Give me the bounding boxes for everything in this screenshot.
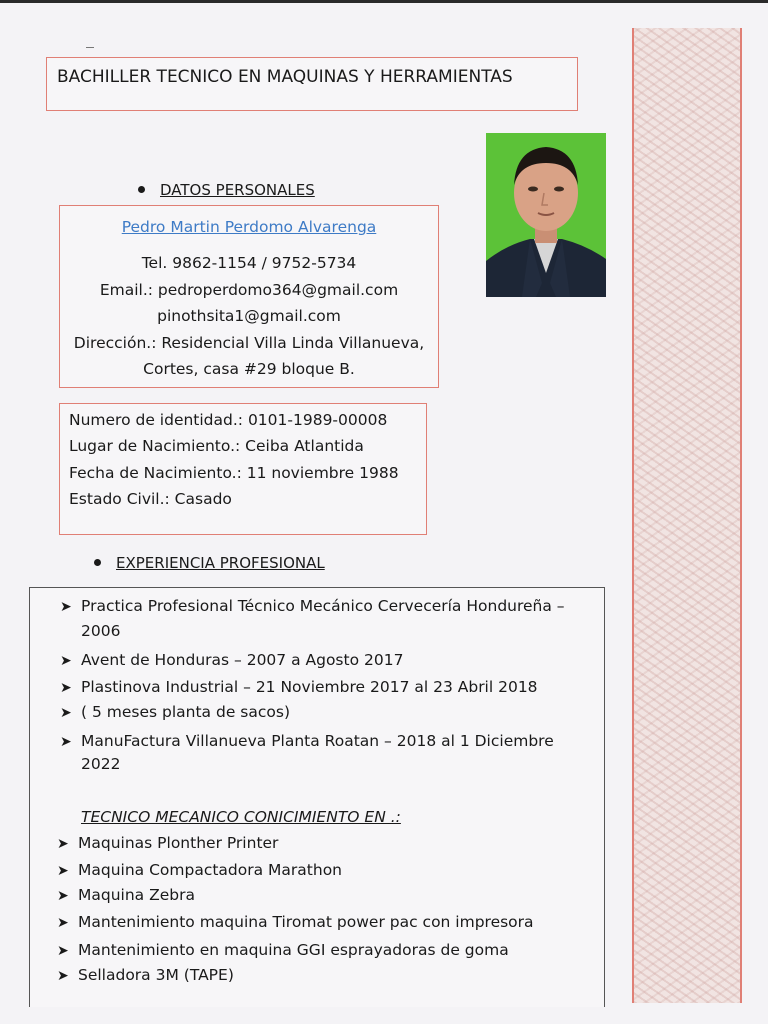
experience-item: ➤ Practica Profesional Técnico Mecánico Cervecería Hondureña – bbox=[60, 597, 565, 615]
knowledge-item: ➤ Selladora 3M (TAPE) bbox=[57, 966, 234, 984]
decorative-side-strip bbox=[632, 28, 742, 1003]
arrow-bullet-icon: ➤ bbox=[57, 968, 69, 984]
arrow-bullet-icon: ➤ bbox=[57, 863, 69, 879]
arrow-bullet-icon: ➤ bbox=[60, 734, 72, 750]
arrow-bullet-icon: ➤ bbox=[57, 888, 69, 904]
address-line-1: Dirección.: Residencial Villa Linda Villanueva, bbox=[73, 334, 425, 352]
knowledge-item: ➤ Mantenimiento en maquina GGI esprayadoras de goma bbox=[57, 941, 509, 959]
bullet-icon bbox=[94, 559, 101, 566]
experience-item: ➤ ( 5 meses planta de sacos) bbox=[60, 703, 290, 721]
page-top-edge bbox=[0, 0, 768, 3]
person-photo-icon bbox=[486, 133, 606, 297]
email-secondary-text: pinothsita1@gmail.com bbox=[157, 307, 341, 325]
identity-line: Fecha de Nacimiento.: 11 noviembre 1988 bbox=[69, 464, 399, 482]
page-title: BACHILLER TECNICO EN MAQUINAS Y HERRAMIENTAS bbox=[57, 67, 513, 87]
identity-line: Estado Civil.: Casado bbox=[69, 490, 232, 508]
experience-item: ➤ ManuFactura Villanueva Planta Roatan – 2018 al 1 Diciembre bbox=[60, 732, 554, 750]
contact-box bbox=[59, 205, 439, 388]
arrow-bullet-icon: ➤ bbox=[57, 915, 69, 931]
email-text: Email.: pedroperdomo364@gmail.com bbox=[99, 281, 399, 299]
phone-text: Tel. 9862-1154 / 9752-5734 bbox=[141, 254, 357, 272]
arrow-bullet-icon: ➤ bbox=[60, 705, 72, 721]
title-box bbox=[46, 57, 578, 111]
arrow-bullet-icon: ➤ bbox=[60, 653, 72, 669]
arrow-bullet-icon: ➤ bbox=[57, 943, 69, 959]
identity-line: Numero de identidad.: 0101-1989-00008 bbox=[69, 411, 388, 429]
knowledge-item: ➤ Mantenimiento maquina Tiromat power pac con impresora bbox=[57, 913, 534, 931]
profile-photo bbox=[486, 133, 606, 297]
knowledge-item: ➤ Maquina Zebra bbox=[57, 886, 195, 904]
section-heading-personal: DATOS PERSONALES bbox=[160, 181, 315, 199]
knowledge-heading: TECNICO MECANICO CONICIMIENTO EN .: bbox=[81, 808, 401, 826]
person-name: Pedro Martin Perdomo Alvarenga bbox=[121, 218, 377, 236]
section-heading-experience: EXPERIENCIA PROFESIONAL bbox=[116, 554, 325, 572]
identity-line: Lugar de Nacimiento.: Ceiba Atlantida bbox=[69, 437, 364, 455]
arrow-bullet-icon: ➤ bbox=[60, 680, 72, 696]
knowledge-item: ➤ Maquina Compactadora Marathon bbox=[57, 861, 342, 879]
experience-item-continuation: 2006 bbox=[81, 622, 121, 640]
address-line-2: Cortes, casa #29 bloque B. bbox=[143, 360, 355, 378]
bullet-icon bbox=[138, 186, 145, 193]
experience-item-continuation: 2022 bbox=[81, 755, 121, 773]
experience-item: ➤ Plastinova Industrial – 21 Noviembre 2017 al 23 Abril 2018 bbox=[60, 678, 538, 696]
arrow-bullet-icon: ➤ bbox=[57, 836, 69, 852]
arrow-bullet-icon: ➤ bbox=[60, 599, 72, 615]
knowledge-item: ➤ Maquinas Plonther Printer bbox=[57, 834, 279, 852]
scan-mark bbox=[86, 47, 94, 48]
experience-item: ➤ Avent de Honduras – 2007 a Agosto 2017 bbox=[60, 651, 404, 669]
identity-box bbox=[59, 403, 427, 535]
